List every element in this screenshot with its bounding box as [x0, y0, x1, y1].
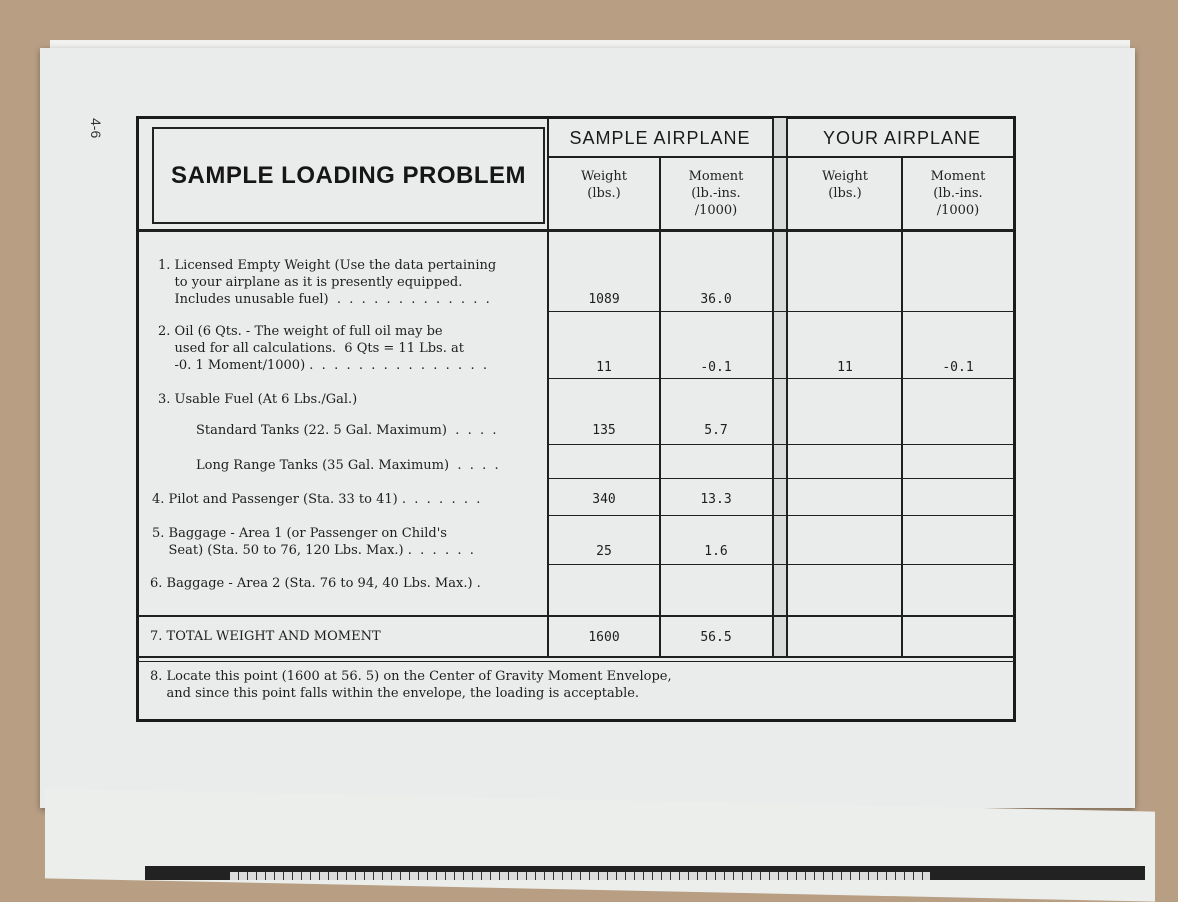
- row-line: [549, 564, 1013, 565]
- sample-moment-empty: 36.0: [700, 292, 732, 307]
- row-line: [549, 378, 1013, 379]
- table-title: SAMPLE LOADING PROBLEM: [170, 161, 526, 189]
- sample-weight-total: 1600: [588, 630, 620, 645]
- your-moment-oil: -0.1: [942, 360, 974, 375]
- header-subline: [549, 156, 1013, 158]
- row-line: [549, 444, 1013, 445]
- sample-weight-empty: 1089: [588, 292, 620, 307]
- sample-weight-pilot: 340: [592, 492, 616, 507]
- header-bottom: [138, 229, 1014, 232]
- sample-moment-baggage-1: 1.6: [704, 544, 728, 559]
- your-weight-header: Weight (lbs.): [821, 169, 869, 201]
- sample-moment-total: 56.5: [700, 630, 732, 645]
- row-line: [549, 311, 1013, 312]
- your-airplane-header: YOUR AIRPLANE: [822, 128, 982, 148]
- row-label-standard-tanks: Standard Tanks (22. 5 Gal. Maximum) . . . .: [196, 423, 497, 438]
- row-label-oil: 2. Oil (6 Qts. - The weight of full oil may be used for all calculations. 6 Qts = 11 Lbs. at -0. 1 Moment/1000) . . . . . . . . . . . . . . .: [158, 324, 487, 373]
- row-label-baggage-area-1: 5. Baggage - Area 1 (or Passenger on Child's Seat) (Sta. 50 to 76, 120 Lbs. Max.) . . . . . .: [152, 526, 474, 558]
- column-gap: [772, 118, 788, 656]
- sample-weight-standard-tanks: 135: [592, 423, 616, 438]
- note-top: [138, 661, 1014, 662]
- row-line: [549, 515, 1013, 516]
- sample-moment-pilot: 13.3: [700, 492, 732, 507]
- row-label-pilot-passenger: 4. Pilot and Passenger (Sta. 33 to 41) . . . . . . .: [152, 492, 481, 507]
- row-label-long-range-tanks: Long Range Tanks (35 Gal. Maximum) . . . .: [196, 458, 499, 473]
- total-line: [138, 615, 1014, 617]
- your-weight-oil: 11: [837, 360, 853, 375]
- row-label-baggage-area-2: 6. Baggage - Area 2 (Sta. 76 to 94, 40 Lbs. Max.) .: [150, 576, 481, 591]
- sample-airplane-header: SAMPLE AIRPLANE: [569, 128, 751, 148]
- title-box: [152, 127, 545, 224]
- sample-weight-header: Weight (lbs.): [580, 169, 628, 201]
- next-page-grid: [230, 872, 930, 880]
- sample-moment-standard-tanks: 5.7: [704, 423, 728, 438]
- page-number: 4-6: [88, 118, 104, 139]
- row-label-empty-weight: 1. Licensed Empty Weight (Use the data pertaining to your airplane as it is presently equipped. Includes unusable fuel) . . . . . . . . . . . . .: [158, 258, 497, 307]
- sample-moment-oil: -0.1: [700, 360, 732, 375]
- sample-weight-oil: 11: [596, 360, 612, 375]
- row-label-usable-fuel: 3. Usable Fuel (At 6 Lbs./Gal.): [158, 392, 358, 407]
- row-line: [549, 478, 1013, 479]
- sample-moment-header: Moment (lb.-ins. /1000): [688, 169, 744, 218]
- row-label-total: 7. TOTAL WEIGHT AND MOMENT: [150, 629, 381, 644]
- note-text: 8. Locate this point (1600 at 56. 5) on the Center of Gravity Moment Envelope, and since this point falls within the envelope, the loading is acceptable.: [150, 669, 672, 701]
- total-bottom: [138, 656, 1014, 658]
- sample-weight-baggage-1: 25: [596, 544, 612, 559]
- your-moment-header: Moment (lb.-ins. /1000): [930, 169, 986, 218]
